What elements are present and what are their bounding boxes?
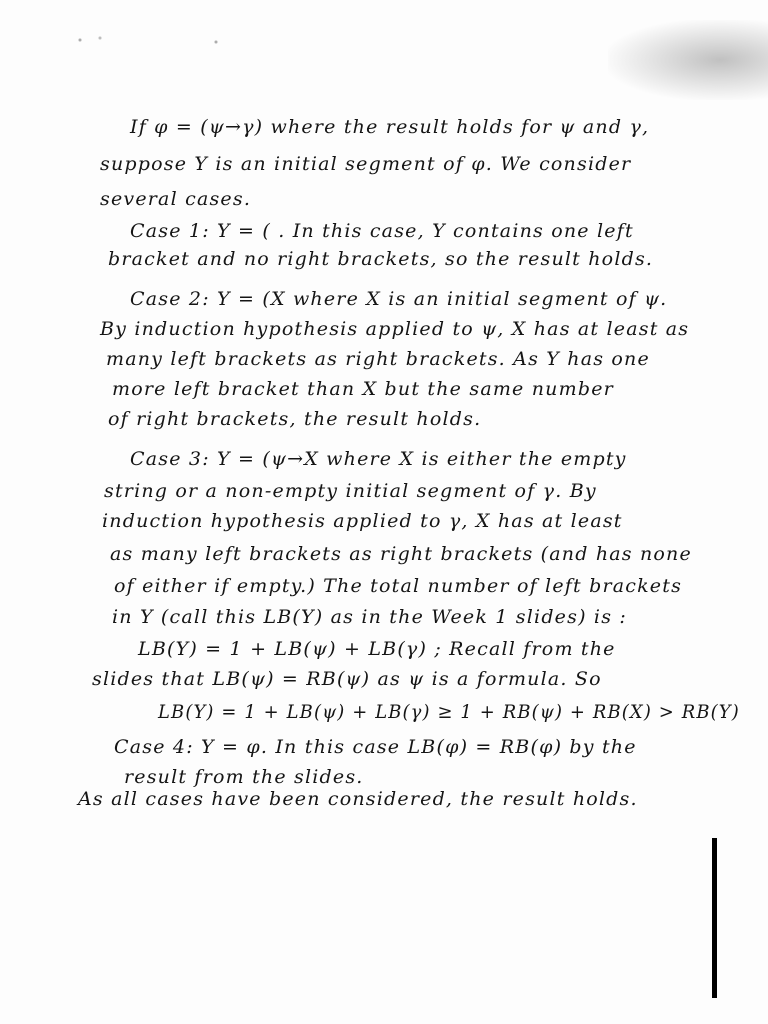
proof-line-3: several cases. [100,188,252,210]
proof-line-8: many left brackets as right brackets. As Y has one [106,348,650,370]
proof-line-18: slides that LB(ψ) = RB(ψ) as ψ is a formula. So [92,668,602,690]
proof-line-9: more left bracket than X but the same number [112,378,614,400]
proof-line-5: bracket and no right brackets, so the result holds. [108,248,654,270]
proof-line-21: result from the slides. [124,766,364,788]
scan-smudge [608,20,768,100]
proof-line-15: of either if empty.) The total number of left brackets [114,575,683,597]
proof-line-22: As all cases have been considered, the result holds. [78,788,638,810]
proof-line-16: in Y (call this LB(Y) as in the Week 1 slides) is : [112,606,627,628]
proof-line-10: of right brackets, the result holds. [108,408,482,430]
proof-line-6: Case 2: Y = (X where X is an initial segment of ψ. [130,288,668,310]
proof-line-4: Case 1: Y = ( . In this case, Y contains one left [130,220,634,242]
proof-line-11: Case 3: Y = (ψ→X where X is either the empty [130,448,627,470]
proof-line-14: as many left brackets as right brackets (and has none [110,543,692,565]
proof-line-19: LB(Y) = 1 + LB(ψ) + LB(γ) ≥ 1 + RB(ψ) + RB(X) > RB(Y) [158,701,740,723]
proof-line-12: string or a non-empty initial segment of γ. By [104,480,597,502]
proof-line-7: By induction hypothesis applied to ψ, X has at least as [100,318,690,340]
proof-line-1: If φ = (ψ→γ) where the result holds for ψ and γ, [130,116,650,138]
proof-line-20: Case 4: Y = φ. In this case LB(φ) = RB(φ) by the [114,736,637,758]
proof-line-2: suppose Y is an initial segment of φ. We consider [100,153,632,175]
proof-line-17: LB(Y) = 1 + LB(ψ) + LB(γ) ; Recall from the [138,638,616,660]
margin-bar [712,838,717,998]
proof-line-13: induction hypothesis applied to γ, X has at least [102,510,623,532]
scan-specks [40,30,240,50]
